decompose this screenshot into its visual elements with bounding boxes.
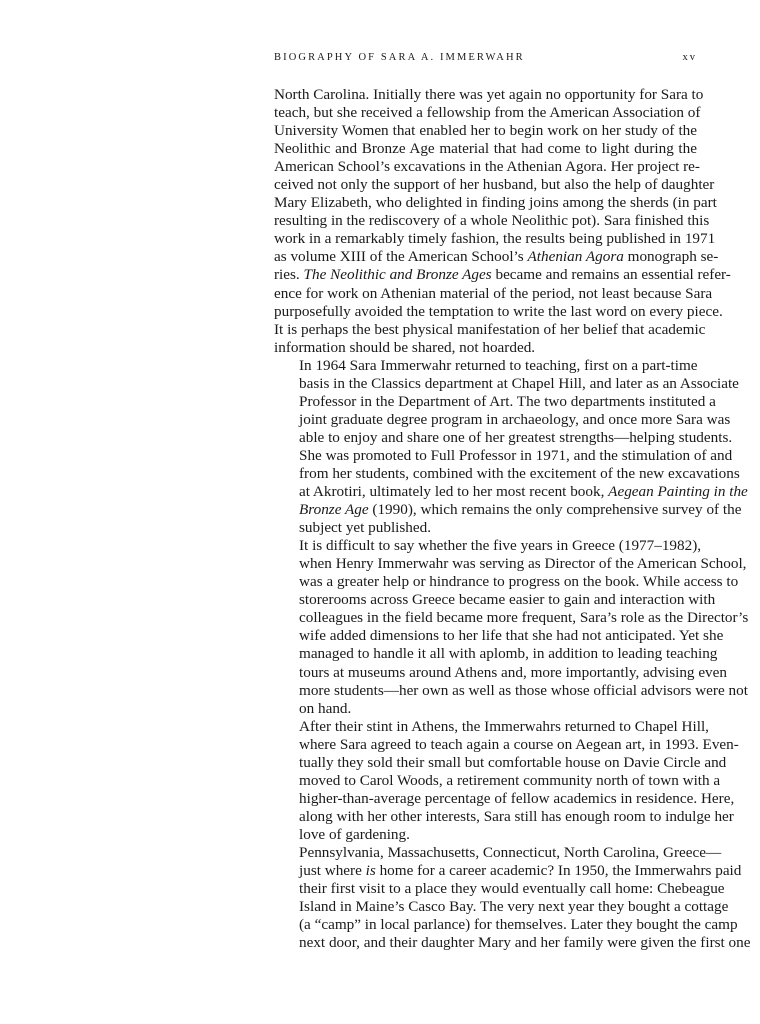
emphasis: The Neolithic and Bronze Ages	[303, 266, 492, 284]
running-head	[274, 49, 697, 69]
emphasis: Bronze Age	[299, 501, 369, 519]
text-line: subject yet published.	[299, 519, 432, 537]
text-line: It is difficult to say whether the five years in Greece (1977–1982),	[299, 537, 702, 555]
paragraph	[274, 717, 739, 844]
text-line: ence for work on Athenian material of the period, not least because Sara	[274, 284, 713, 302]
text-line: It is perhaps the best physical manifestation of her belief that academic	[274, 320, 706, 338]
text-line: next door, and their daughter Mary and her family were given the first one	[299, 934, 751, 952]
text-line: Neolithic and Bronze Age material that had come to light during the	[274, 140, 697, 158]
emphasis: Athenian Agora	[527, 248, 624, 266]
text-line: along with her other interests, Sara still has enough room to indulge her	[299, 807, 734, 825]
text-line: ries. The Neolithic and Bronze Ages became and remains an essential refer-	[274, 266, 731, 284]
text-line: basis in the Classics department at Chapel Hill, and later as an Associate	[299, 374, 739, 392]
text-line: She was promoted to Full Professor in 1971, and the stimulation of and	[299, 446, 733, 464]
text-line: just where is home for a career academic? In 1950, the Immerwahrs paid	[299, 862, 742, 880]
text-line: colleagues in the field became more frequent, Sara’s role as the Director’s	[299, 609, 749, 627]
page-number: xv	[682, 52, 697, 63]
text-line: wife added dimensions to her life that she had not anticipated. Yet she	[299, 627, 724, 645]
text-line: higher-than-average percentage of fellow academics in residence. Here,	[299, 789, 735, 807]
paragraph	[274, 843, 751, 952]
text-line: their first visit to a place they would eventually call home: Chebeague	[299, 880, 725, 898]
text-line: University Women that enabled her to begin work on her study of the	[274, 122, 697, 140]
text-line: In 1964 Sara Immerwahr returned to teaching, first on a part-time	[299, 356, 698, 374]
text-line: American School’s excavations in the Athenian Agora. Her project re-	[274, 158, 700, 176]
text-line: tours at museums around Athens and, more importantly, advising even	[299, 663, 727, 681]
text-line: able to enjoy and share one of her greatest strengths—helping students.	[299, 428, 733, 446]
text-line: Bronze Age (1990), which remains the only comprehensive survey of the	[299, 501, 742, 519]
emphasis: is	[365, 862, 376, 880]
text-line: Pennsylvania, Massachusetts, Connecticut, North Carolina, Greece—	[299, 843, 722, 861]
text-line: at Akrotiri, ultimately led to her most recent book, Aegean Painting in the	[299, 483, 748, 501]
text-line: moved to Carol Woods, a retirement community north of town with a	[299, 771, 721, 789]
text-line: work in a remarkably timely fashion, the results being published in 1971	[274, 230, 716, 248]
paragraph	[274, 356, 748, 537]
text-line: Professor in the Department of Art. The two departments instituted a	[299, 392, 716, 410]
text-line: Mary Elizabeth, who delighted in finding joins among the sherds (in part	[274, 194, 717, 212]
text-line: resulting in the rediscovery of a whole Neolithic pot). Sara finished this	[274, 212, 710, 230]
text-line: Island in Maine’s Casco Bay. The very next year they bought a cottage	[299, 898, 729, 916]
text-line: was a greater help or hindrance to progress on the book. While access to	[299, 573, 739, 591]
text-line: love of gardening.	[299, 825, 410, 843]
text-line: managed to handle it all with aplomb, in addition to leading teaching	[299, 645, 718, 663]
text-line: purposefully avoided the temptation to write the last word on every piece.	[274, 302, 723, 320]
text-line: from her students, combined with the excitement of the new excavations	[299, 464, 740, 482]
body-text	[274, 86, 751, 952]
text-line: North Carolina. Initially there was yet again no opportunity for Sara to	[274, 86, 704, 103]
text-line: After their stint in Athens, the Immerwahrs returned to Chapel Hill,	[299, 717, 709, 735]
paragraph	[274, 537, 749, 717]
text-line: (a “camp” in local parlance) for themselves. Later they bought the camp	[299, 916, 738, 934]
text-line: teach, but she received a fellowship from the American Association of	[274, 104, 701, 122]
text-line: tually they sold their small but comfortable house on Davie Circle and	[299, 753, 727, 771]
running-title: BIOGRAPHY OF SARA A. IMMERWAHR	[274, 52, 525, 63]
text-line: storerooms across Greece became easier to gain and interaction with	[299, 591, 716, 609]
text-line: where Sara agreed to teach again a course on Aegean art, in 1993. Even-	[299, 735, 739, 753]
text-line: information should be shared, not hoarded.	[274, 338, 536, 356]
text-line: when Henry Immerwahr was serving as Director of the American School,	[299, 555, 747, 573]
text-line: on hand.	[299, 699, 352, 717]
paragraph	[274, 86, 731, 357]
text-line: joint graduate degree program in archaeology, and once more Sara was	[299, 410, 731, 428]
text-line: ceived not only the support of her husband, but also the help of daughter	[274, 176, 715, 194]
text-line: as volume XIII of the American School’s Athenian Agora monograph se-	[274, 248, 719, 266]
text-line: more students—her own as well as those whose official advisors were not	[299, 681, 748, 699]
emphasis: Aegean Painting in the	[608, 483, 748, 501]
